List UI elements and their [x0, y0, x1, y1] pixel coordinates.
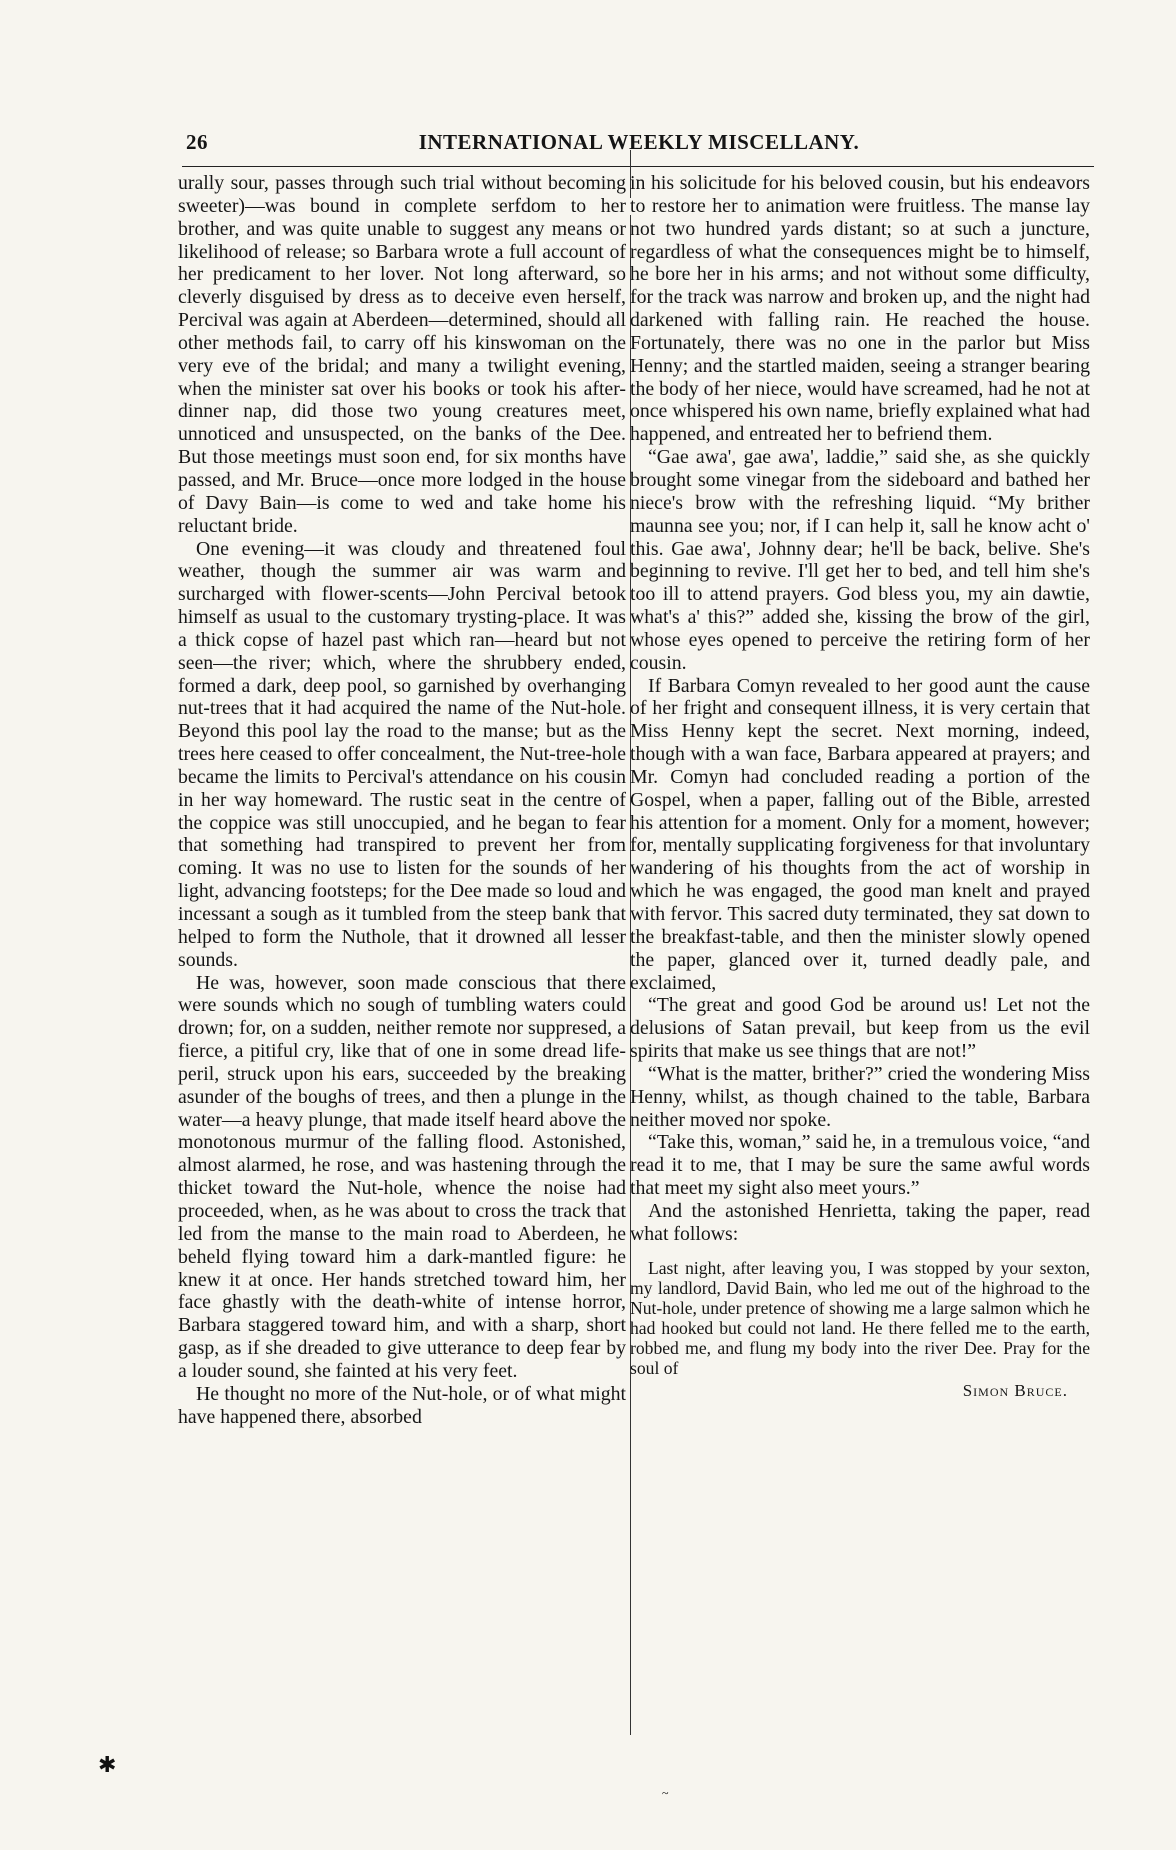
paragraph: “The great and good God be around us! Let not the delusions of Satan prevail, but keep from us the evil spirits that make us see things that are not!” — [630, 994, 1090, 1063]
paragraph: He was, however, soon made conscious that there were sounds which no sough of tumbling waters could drown; for, on a sudden, neither remote nor suppresed, a fierce, a pitiful cry, like that of one in some dread life-peril, struck upon his ears, succeeded by the breaking asunder of the boughs of trees, and then a plunge in the water—a heavy plunge, that made itself heard above the monotonous murmur of the falling flood. Astonished, almost alarmed, he rose, and was hastening through the thicket toward the Nut-hole, whence the noise had proceeded, when, as he was about to cross the track that led from the manse to the main road to Aberdeen, he beheld flying toward him a dark-mantled figure: he knew it at once. Her hands stretched toward him, her face ghastly with the death-white of intense horror, Barbara staggered toward him, and with a sharp, short gasp, as if she dreaded to give utterance to deep fear by a louder sound, she fainted at his very feet. — [178, 971, 626, 1382]
paragraph: One evening—it was cloudy and threatened foul weather, though the summer air was warm and surcharged with flower-scents—John Percival betook himself as usual to the customary trysting-place. It was a thick copse of hazel past which ran—heard but not seen—the river; which, where the shrubbery ended, formed a dark, deep pool, so garnished by overhanging nut-trees that it had acquired the name of the Nut-hole. Beyond this pool lay the road to the manse; but as the trees here ceased to offer concealment, the Nut-tree-hole became the limits to Percival's attendance on his cousin in her way homeward. The rustic seat in the centre of the coppice was still unoccupied, and he began to fear that something had transpired to prevent her from coming. It was no use to listen for the sounds of her light, advancing footsteps; for the Dee made so loud and incessant a sough as it tumbled from the steep bank that helped to form the Nuthole, that it drowned all lesser sounds. — [178, 537, 626, 971]
ink-blot-icon: ✱ — [98, 1752, 117, 1777]
paragraph: urally sour, passes through such trial without becoming sweeter)—was bound in complete serfdom to her brother, and was quite unable to suggest any means or likelihood of release; so Barbara wrote a full account of her predicament to her lover. Not long afterward, so cleverly disguised by dress as to deceive even herself, Percival was again at Aberdeen—determined, should all other methods fail, to carry off his kinswoman on the very eve of the bridal; and many a twilight evening, when the minister sat over his books or took his after-dinner nap, did those two young creatures meet, unnoticed and unsuspected, on the banks of the Dee. But those meetings must soon end, for six months have passed, and Mr. Bruce—once more lodged in the house of Davy Bain—is come to wed and take home his reluctant bride. — [178, 172, 626, 537]
running-title: INTERNATIONAL WEEKLY MISCELLANY. — [418, 130, 860, 154]
left-column — [178, 172, 626, 1737]
paragraph: “Take this, woman,” said he, in a tremulous voice, “and read it to me, that I may be sure the same awful words that meet my sight also meet yours.” — [630, 1131, 1090, 1200]
page-number: 26 — [186, 130, 208, 154]
paragraph: If Barbara Comyn revealed to her good aunt the cause of her fright and consequent illness, it is very certain that Miss Henny kept the secret. Next morning, indeed, though with a wan face, Barbara appeared at prayers; and Mr. Comyn had concluded reading a portion of the Gospel, when a paper, falling out of the Bible, arrested his attention for a moment. Only for a moment, however; for, mentally supplicating forgiveness for that involuntary wandering of his thoughts from the act of worship in which he was engaged, the good man knelt and prayed with fervor. This sacred duty terminated, they sat down to the breakfast-table, and then the minister slowly opened the paper, glanced over it, turned deadly pale, and exclaimed, — [630, 674, 1090, 994]
page-header — [186, 130, 1092, 160]
paragraph: “What is the matter, brither?” cried the wondering Miss Henny, whilst, as though chained to the table, Barbara neither moved nor spoke. — [630, 1062, 1090, 1131]
ink-mark-icon: ~ — [662, 1786, 669, 1800]
right-column — [630, 172, 1090, 1737]
header-rule — [182, 166, 1094, 167]
paragraph: And the astonished Henrietta, taking the paper, read what follows: — [630, 1199, 1090, 1245]
paragraph: in his solicitude for his beloved cousin, but his endeavors to restore her to animation were fruitless. The manse lay not two hundred yards distant; so at such a juncture, regardless of what the consequences might be to himself, he bore her in his arms; and not without some difficulty, for the track was narrow and broken up, and the night had darkened with falling rain. He reached the house. Fortunately, there was no one in the parlor but Miss Henny; and the startled maiden, seeing a stranger bearing the body of her niece, would have screamed, had he not at once whispered his own name, briefly explained what had happened, and entreated her to befriend them. — [630, 172, 1090, 446]
paragraph: “Gae awa', gae awa', laddie,” said she, as she quickly brought some vinegar from the sideboard and bathed her niece's brow with the refreshing liquid. “My brither maunna see you; nor, if I can help it, sall he know acht o' this. Gae awa', Johnny dear; he'll be back, belive. She's beginning to revive. I'll get her to bed, and tell him she's too ill to attend prayers. God bless you, my ain dawtie, what's a' this?” added she, kissing the brow of the girl, whose eyes opened to perceive the retiring form of her cousin. — [630, 446, 1090, 674]
letter-text: Last night, after leaving you, I was stopped by your sexton, my landlord, David Bain, who led me out of the highroad to the Nut-hole, under pretence of showing me a large salmon which he had hooked but could not land. He there felled me to the earth, robbed me, and flung my body into the river Dee. Pray for the soul of — [630, 1257, 1090, 1378]
paragraph: He thought no more of the Nut-hole, or of what might have happened there, absorbed — [178, 1382, 626, 1428]
letter-signature: Simon Bruce. — [962, 1380, 1068, 1400]
